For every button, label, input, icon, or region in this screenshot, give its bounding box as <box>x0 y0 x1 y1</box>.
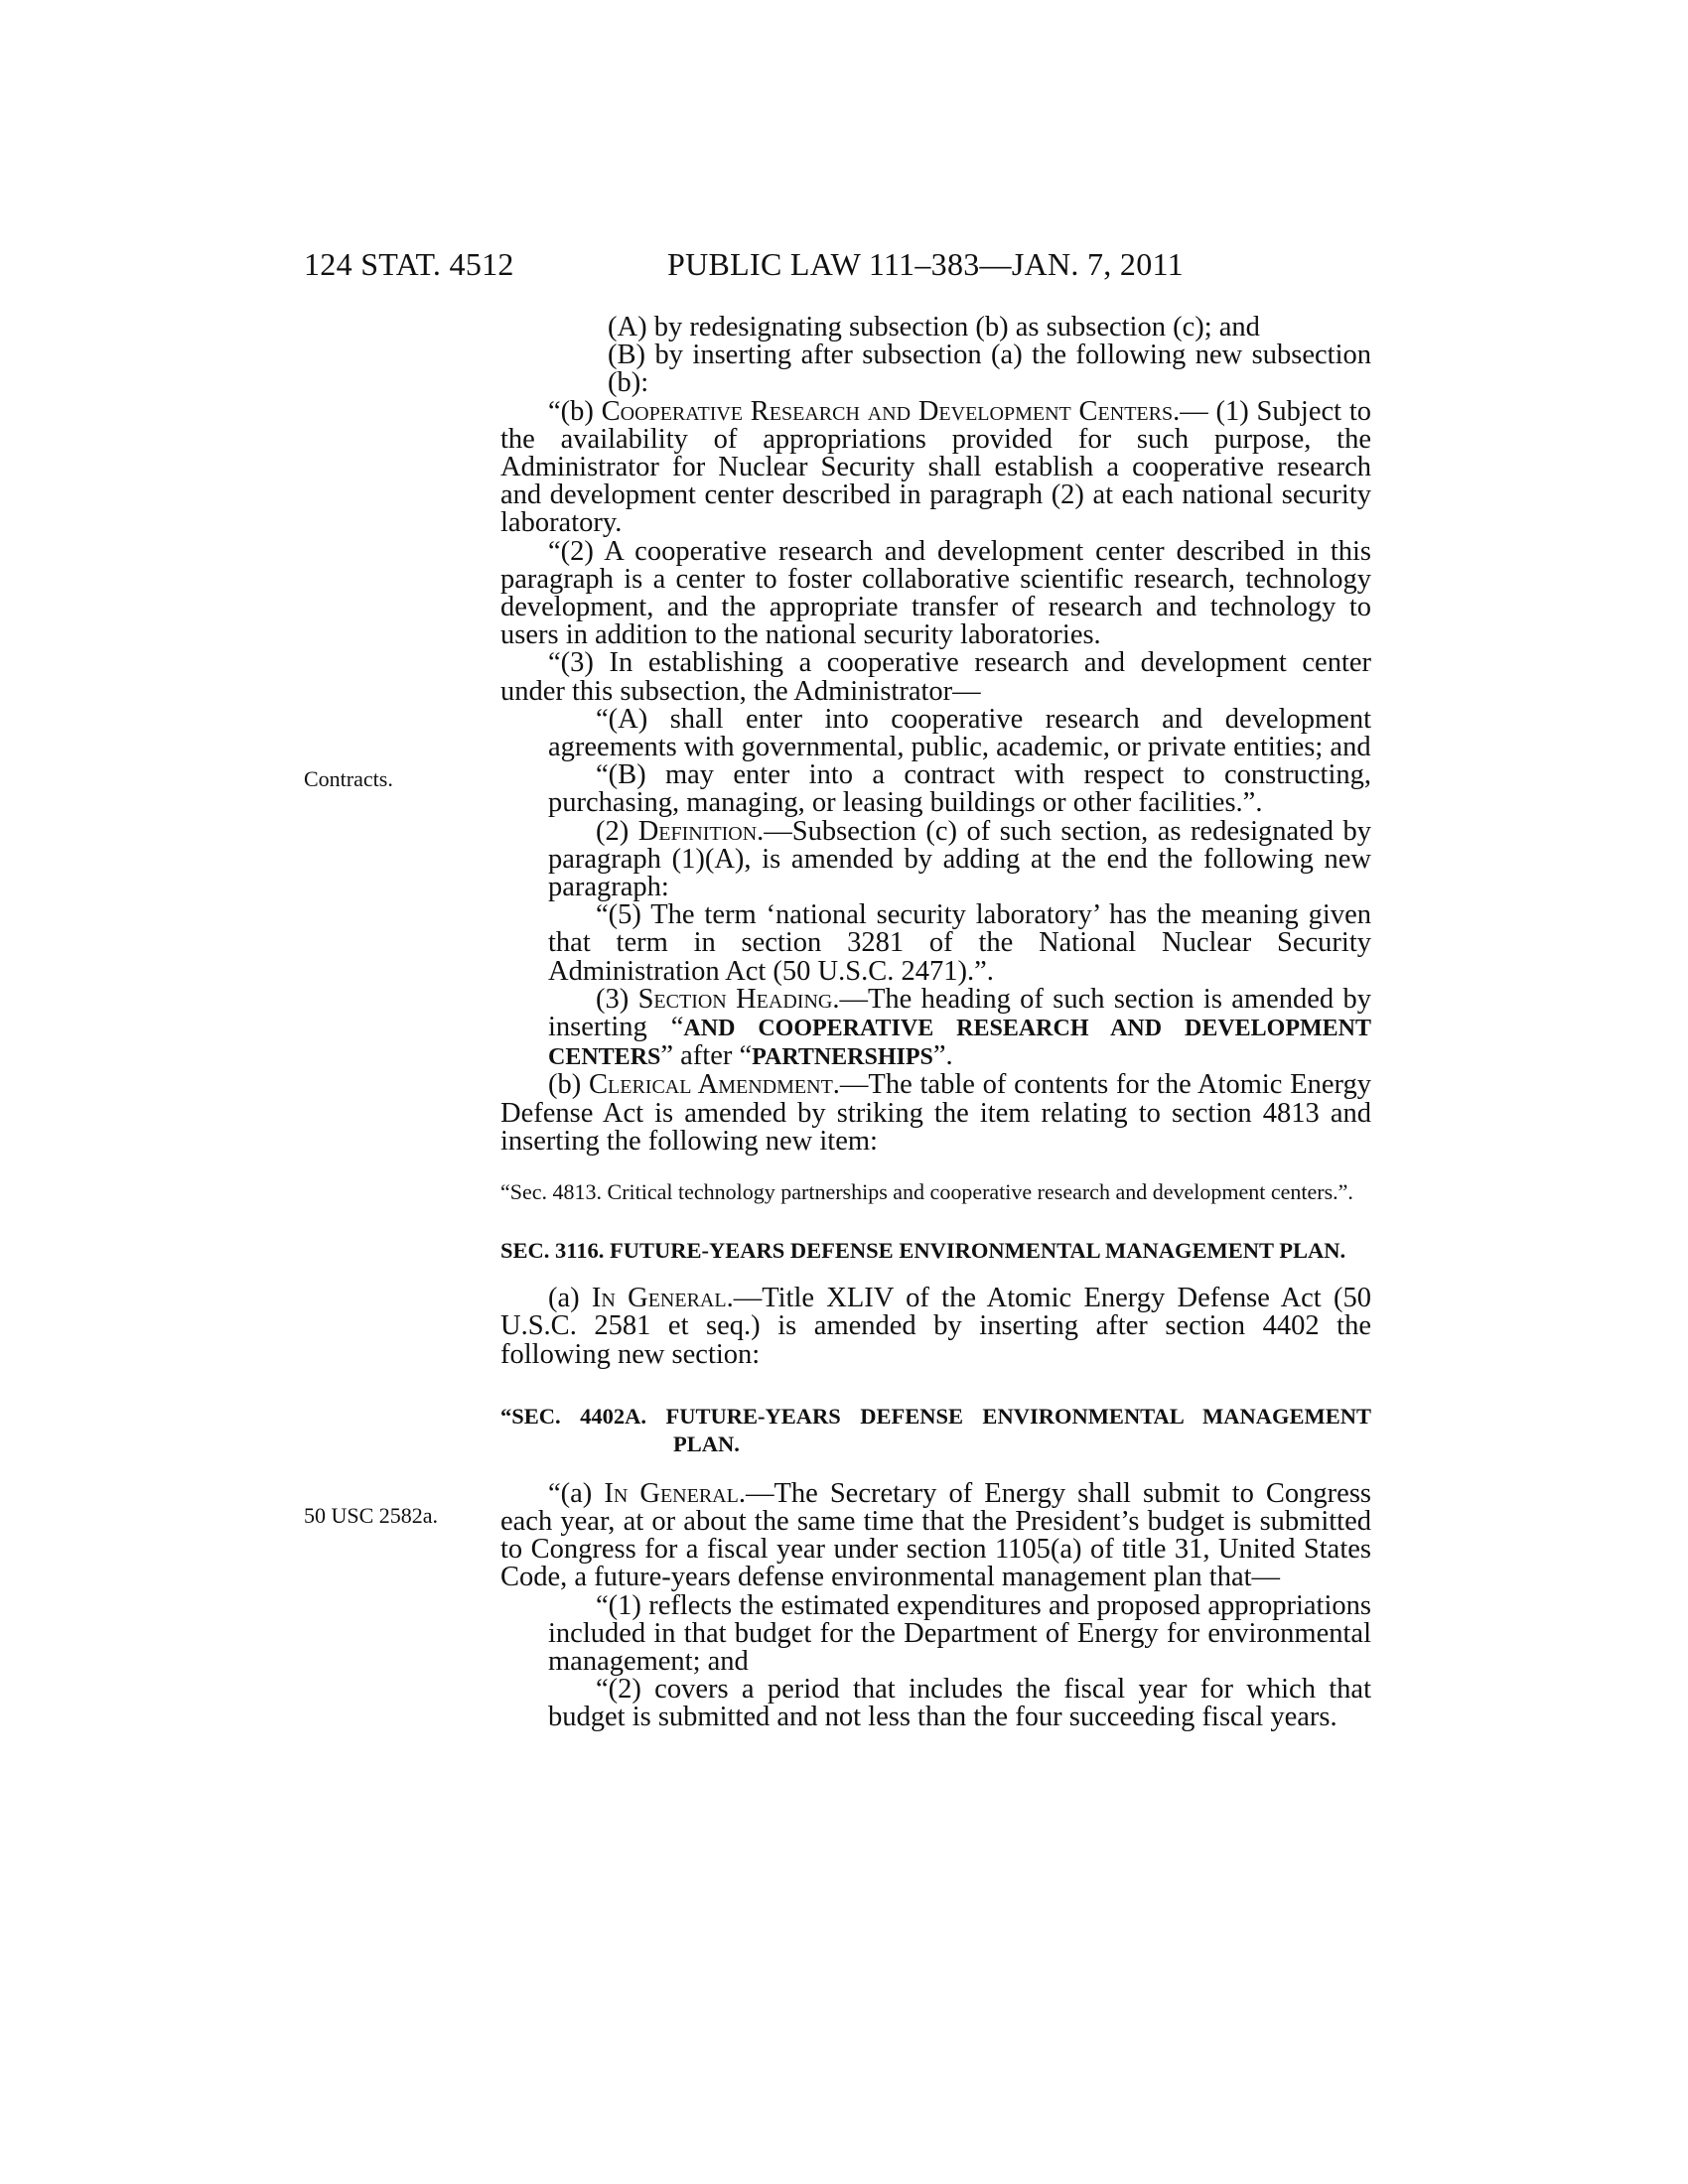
paragraph-5: “(5) The term ‘national security laboratory’ has the meaning given that term in section 3281 of the National Nuclear Security Administration Act (50 U.S.C. 2471).”. <box>548 899 1371 987</box>
subsection-a-heading: In General. <box>591 1283 734 1314</box>
inserted-heading-text: AND COOPERATIVE RESEARCH AND DEVELOPMENT CENTERS <box>548 1016 1371 1071</box>
definition-paragraph: (2) Definition.—Subsection (c) of such section, as redesignated by paragraph (1)(A), is amended by adding at the end the following new paragraph: <box>548 815 1371 903</box>
public-law-title: PUBLIC LAW 111–383—JAN. 7, 2011 <box>667 246 1184 282</box>
section-4402a-paragraph-2: “(2) covers a period that includes the fiscal year for which that budget is submitted and not less than the four succeeding fiscal years. <box>548 1674 1371 1733</box>
toc-item: “Sec. 4813. Critical technology partnerships and cooperative research and development centers.”. <box>500 1179 1353 1205</box>
subsection-b: “(b) Cooperative Research and Development Centers.— (1) Subject to the availability of appropriations provided for such purpose, the Administrator for Nuclear Security shall establish a cooperative research and development center described in paragraph (2) at each national security laboratory. <box>500 395 1371 539</box>
section-heading-label: Section Heading. <box>637 983 840 1015</box>
clerical-amendment-heading: Clerical Amendment. <box>589 1069 840 1101</box>
definition-heading: Definition. <box>637 815 765 847</box>
paragraph-b3A: “(A) shall enter into cooperative research and development agreements with governmental, public, academic, or private entities; and <box>548 703 1371 763</box>
section-4402a-subsection-a-heading: In General. <box>604 1477 746 1509</box>
margin-note-contracts: Contracts. <box>304 766 393 791</box>
stat-citation: 124 STAT. 4512 <box>304 246 514 282</box>
section-3116-heading: SEC. 3116. FUTURE-YEARS DEFENSE ENVIRONMENTAL MANAGEMENT PLAN. <box>500 1238 1346 1264</box>
section-4402a-heading: “SEC. 4402A. FUTURE-YEARS DEFENSE ENVIRONMENTAL MANAGEMENT PLAN. <box>500 1403 1371 1456</box>
subsection-b-heading: Cooperative Research and Development Centers. <box>601 395 1181 427</box>
subsection-a: (a) In General.—Title XLIV of the Atomic Energy Defense Act (50 U.S.C. 2581 et seq.) is amended by inserting after section 4402 the following new section: <box>500 1283 1371 1370</box>
paragraph-b3: “(3) In establishing a cooperative research and development center under this subsection, the Administrator— <box>500 647 1371 707</box>
paragraph-1B: (B) by inserting after subsection (a) the following new subsection (b): <box>608 340 1371 399</box>
statute-body <box>500 314 1371 1732</box>
margin-note-usc: 50 USC 2582a. <box>304 1503 439 1528</box>
section-4402a-subsection-a: “(a) In General.—The Secretary of Energy shall submit to Congress each year, at or about the same time that the President’s budget is submitted to Congress for a fiscal year under section 1105(a) of title 31, United States Code, a future-years defense environmental management plan that— <box>500 1477 1372 1593</box>
clerical-amendment: (b) Clerical Amendment.—The table of contents for the Atomic Energy Defense Act is amended by striking the item relating to section 4813 and inserting the following new item: <box>500 1069 1372 1157</box>
partnerships-text: PARTNERSHIPS <box>752 1044 933 1071</box>
paragraph-b3B: “(B) may enter into a contract with respect to constructing, purchasing, managing, or leasing buildings or other facilities.”. <box>548 759 1371 819</box>
section-4402a-paragraph-1: “(1) reflects the estimated expenditures and proposed appropriations included in that budget for the Department of Energy for environmental management; and <box>548 1589 1371 1677</box>
section-heading-paragraph: (3) Section Heading.—The heading of such section is amended by inserting “AND COOPERATIVE RESEARCH AND DEVELOPMENT CENTERS” after “PARTNERSHIPS”. <box>548 983 1371 1072</box>
paragraph-1A: (A) by redesignating subsection (b) as subsection (c); and <box>608 312 1260 342</box>
paragraph-b2: “(2) A cooperative research and development center described in this paragraph is a center to foster collaborative scientific research, technology development, and the appropriate transfer of research and technology to users in addition to the national security laboratories. <box>500 535 1371 651</box>
